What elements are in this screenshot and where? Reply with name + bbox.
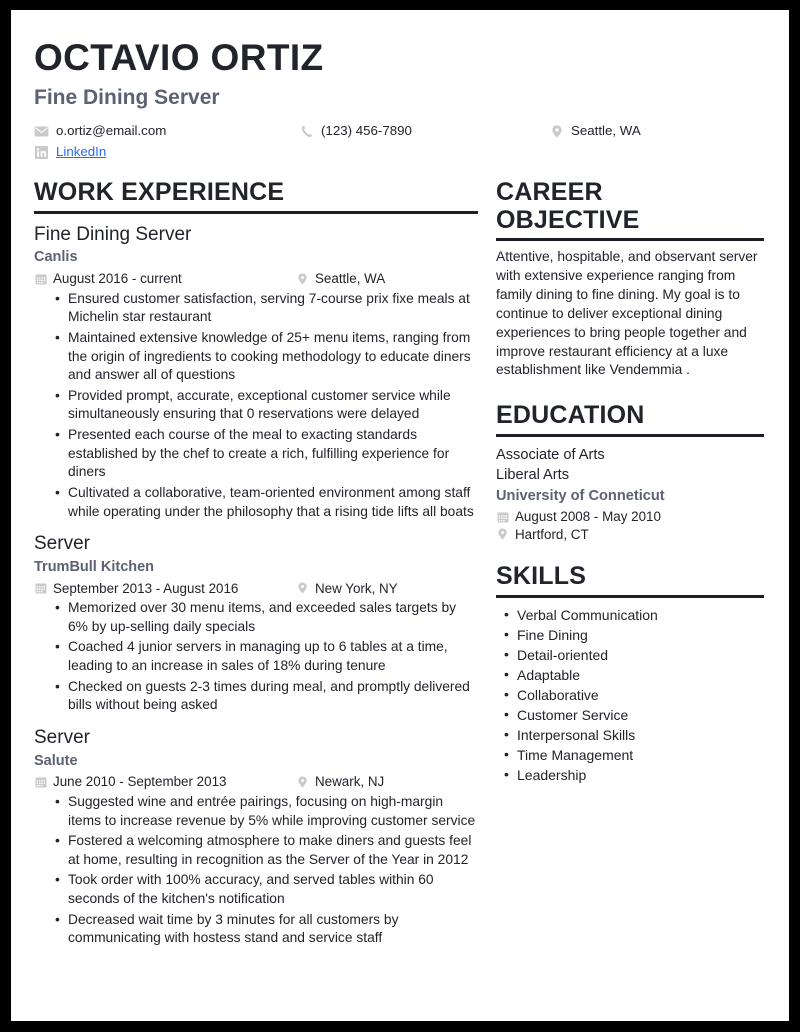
job-company: TrumBull Kitchen — [34, 558, 155, 575]
skill-item: • Verbal Communication — [517, 605, 764, 625]
skills-section — [496, 563, 764, 785]
resume-page — [11, 10, 789, 1021]
skill-item: • Adaptable — [517, 665, 764, 685]
job-location-text: Newark, NJ — [315, 774, 385, 790]
job-location-text: New York, NY — [315, 580, 398, 596]
section-heading-line2: OBJECTIVE — [496, 205, 640, 234]
map-pin-icon — [296, 272, 309, 285]
envelope-icon — [34, 124, 49, 138]
job-bullet: • Checked on guests 2-3 times during meal, and promptly delivered bills without being asked — [68, 678, 478, 715]
job-meta — [34, 272, 478, 285]
candidate-job-title: Fine Dining Server — [34, 85, 220, 109]
section-heading-education: EDUCATION — [496, 402, 764, 437]
job-bullet-list — [34, 599, 478, 715]
job-meta — [34, 582, 478, 595]
job-location — [296, 272, 478, 285]
education-dates-text: August 2008 - May 2010 — [515, 509, 661, 525]
skill-item: • Fine Dining — [517, 625, 764, 645]
job-bullet: • Fostered a welcoming atmosphere to make diners and guests feel at home, resulting in recognition as the Server of the Year in 2012 — [68, 832, 478, 869]
calendar-icon — [34, 776, 47, 789]
job-dates-text: September 2013 - August 2016 — [53, 580, 239, 596]
map-pin-icon — [296, 582, 309, 595]
education-dates-row — [496, 510, 764, 523]
skills-list — [496, 605, 764, 785]
job-location-text: Seattle, WA — [315, 271, 386, 287]
job-dates — [34, 582, 296, 595]
job-bullet: • Maintained extensive knowledge of 25+ menu items, ranging from the origin of ingredients to cooking methodology to educate diners and answer all of questions — [68, 329, 478, 385]
map-pin-icon — [549, 124, 564, 138]
job-bullet-list — [34, 793, 478, 948]
section-heading-line1: CAREER — [496, 178, 603, 207]
job-bullet-list — [34, 290, 478, 522]
job-entry — [34, 532, 478, 715]
job-company: Salute — [34, 752, 78, 769]
calendar-icon — [34, 582, 47, 595]
job-bullet: • Presented each course of the meal to exacting standards established by the chef to create a rich, fulfilling experience for diners — [68, 426, 478, 482]
contact-location-text: Seattle, WA — [571, 123, 641, 139]
job-dates — [34, 775, 296, 788]
section-heading-work-experience: WORK EXPERIENCE — [34, 179, 478, 214]
job-company: Canlis — [34, 249, 78, 266]
section-heading-skills: SKILLS — [496, 563, 764, 598]
job-dates-text: June 2010 - September 2013 — [53, 774, 227, 790]
contact-location — [549, 124, 749, 138]
education-dates — [496, 510, 661, 523]
job-bullet: • Ensured customer satisfaction, serving 7-course prix fixe meals at Michelin star restaurant — [68, 290, 478, 327]
resume-header — [34, 38, 766, 159]
calendar-icon — [34, 272, 47, 285]
linkedin-icon — [34, 145, 49, 159]
skill-item: • Collaborative — [517, 685, 764, 705]
job-bullet: • Memorized over 30 menu items, and exceeded sales targets by 6% by up-selling daily specials — [68, 599, 478, 636]
skill-item: • Customer Service — [517, 705, 764, 725]
job-bullet: • Took order with 100% accuracy, and served tables within 60 seconds of the kitchen's notification — [68, 871, 478, 908]
education-school: University of Conneticut — [496, 488, 665, 505]
job-location — [296, 775, 478, 788]
skill-item: • Detail-oriented — [517, 645, 764, 665]
job-title: Server — [34, 533, 90, 555]
contact-row-secondary — [34, 145, 766, 159]
job-bullet: • Decreased wait time by 3 minutes for all customers by communicating with hostess stand and service staff — [68, 911, 478, 948]
education-location-text: Hartford, CT — [515, 526, 589, 542]
resume-body — [34, 179, 766, 950]
section-heading-career-objective — [496, 179, 764, 241]
job-dates-text: August 2016 - current — [53, 271, 182, 287]
education-location-row — [496, 528, 764, 541]
candidate-name: OCTAVIO ORTIZ — [34, 37, 324, 78]
contact-phone-text: (123) 456-7890 — [321, 123, 412, 139]
job-bullet: • Cultivated a collaborative, team-oriented environment among staff while operating under the philosophy that a rising tide lifts all boats — [68, 484, 478, 521]
contact-email-text: o.ortiz@email.com — [56, 123, 167, 139]
contact-phone[interactable] — [299, 124, 549, 138]
skill-item: • Leadership — [517, 765, 764, 785]
map-pin-icon — [296, 776, 309, 789]
right-column — [496, 179, 764, 807]
map-pin-icon — [496, 528, 509, 541]
job-dates — [34, 272, 296, 285]
phone-icon — [299, 124, 314, 138]
job-title: Server — [34, 726, 90, 748]
job-bullet: • Suggested wine and entrée pairings, focusing on high-margin items to increase revenue by 5% while improving customer service — [68, 793, 478, 830]
linkedin-link[interactable]: LinkedIn — [56, 144, 107, 160]
job-bullet: • Provided prompt, accurate, exceptional customer service while simultaneously ensuring that 0 reservations were delayed — [68, 387, 478, 424]
education-field: Liberal Arts — [496, 467, 570, 483]
job-title: Fine Dining Server — [34, 223, 192, 245]
contact-row-primary — [34, 124, 766, 138]
job-location — [296, 582, 478, 595]
education-section — [496, 402, 764, 541]
job-entry — [34, 726, 478, 948]
contact-email[interactable] — [34, 124, 299, 138]
education-degree: Associate of Arts — [496, 446, 605, 463]
contact-linkedin[interactable] — [34, 145, 299, 159]
education-location — [496, 528, 589, 541]
career-objective-section — [496, 179, 764, 380]
calendar-icon — [496, 510, 509, 523]
job-entry — [34, 223, 478, 522]
skill-item: • Interpersonal Skills — [517, 725, 764, 745]
career-objective-text: Attentive, hospitable, and observant server with extensive experience ranging from family dining to fine dining. My goal is to continue to deliver exceptional dining experiences to bring people together and improve restaurant efficiency at a luxe establishment like Vendemmia . — [496, 249, 758, 378]
job-meta — [34, 775, 478, 788]
contact-info — [34, 124, 766, 159]
skill-item: • Time Management — [517, 745, 764, 765]
job-bullet: • Coached 4 junior servers in managing up to 6 tables at a time, leading to an increase in sales of 18% during tenure — [68, 638, 478, 675]
left-column — [34, 179, 496, 950]
